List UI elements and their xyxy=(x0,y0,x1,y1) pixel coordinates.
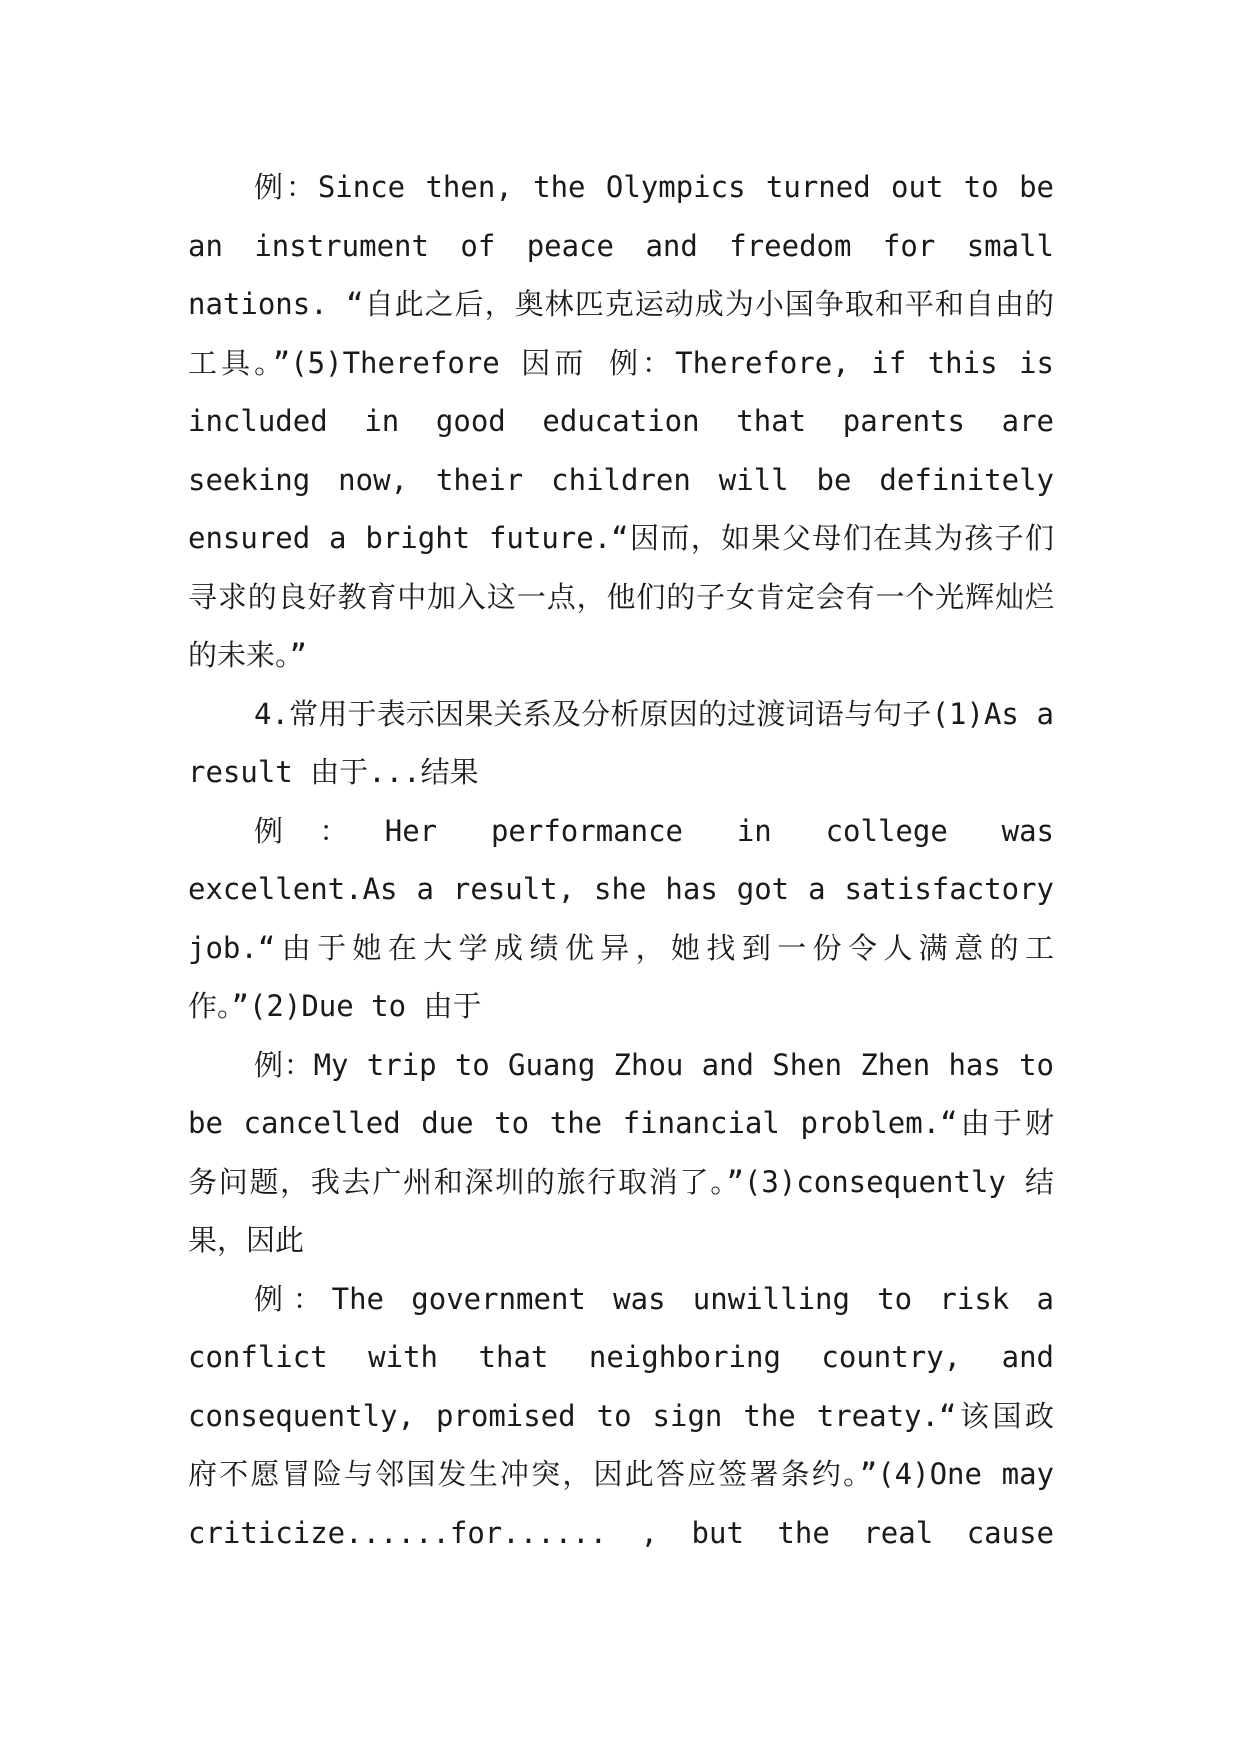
paragraph-section-4-heading: 4.常用于表示因果关系及分析原因的过渡词语与句子(1)As a result 由于...结果 xyxy=(188,696,1054,789)
paragraph-olympics-example: 例：Since then, the Olympics turned out to be an instrument of peace and freedom for small nations. “自此之后，奥林匹克运动成为小国争取和平和自由的工具。”(5)Therefore 因而 例：Therefore, if this is included in good education that parents are seeking now, their children will be definitely ensured a bright future.“因而，如果父母们在其为孩子们寻求的良好教育中加入这一点，他们的子女肯定会有一个光辉灿烂的未来。” xyxy=(188,170,1054,672)
paragraph-as-a-result-example: 例：Her performance in college was excellent.As a result, she has got a satisfactory job.“由于她在大学成绩优异，她找到一份令人满意的工作。”(2)Due to 由于 xyxy=(188,813,1054,1023)
paragraph-due-to-example: 例：My trip to Guang Zhou and Shen Zhen has to be cancelled due to the financial problem.“由于财务问题，我去广州和深圳的旅行取消了。”(3)consequently 结果，因此 xyxy=(188,1047,1054,1257)
paragraph-consequently-example: 例：The government was unwilling to risk a conflict with that neighboring country, and consequently, promised to sign the treaty.“该国政府不愿冒险与邻国发生冲突，因此答应签署条约。”(4)One may criticize......for...... , but the real cause xyxy=(188,1281,1054,1550)
document-body xyxy=(188,158,1054,1562)
